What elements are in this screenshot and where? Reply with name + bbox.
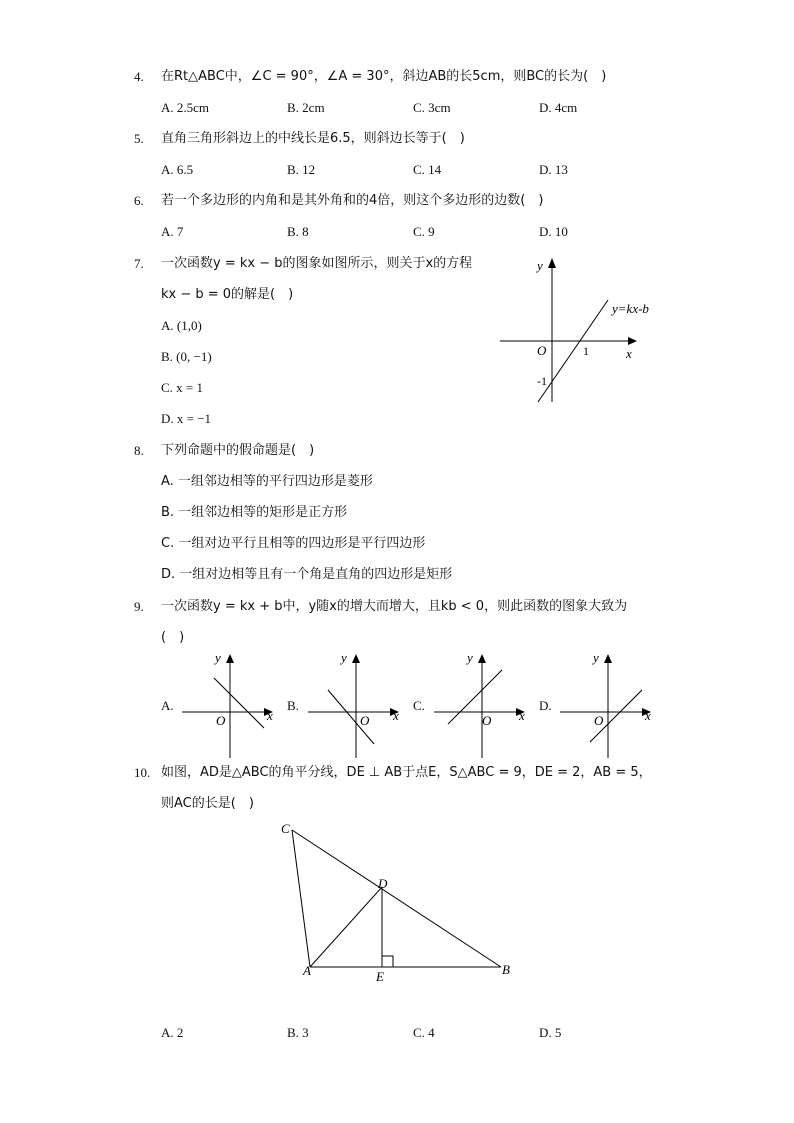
option-c[interactable]: C.	[413, 698, 425, 713]
option-b[interactable]: B. 2cm	[287, 100, 325, 115]
option-d-graph[interactable]	[556, 648, 661, 760]
origin-label: O	[537, 343, 547, 358]
y-axis-label: y	[341, 650, 347, 665]
x-axis-label: x	[267, 708, 273, 723]
origin-label: O	[360, 713, 370, 728]
question-stem-line-2: ( )	[161, 630, 185, 645]
question-number: 8.	[134, 443, 144, 458]
option-a[interactable]: A. 2.5cm	[161, 100, 210, 115]
x-axis-label: x	[393, 708, 399, 723]
option-b[interactable]: B.	[287, 698, 299, 713]
y-axis-arrow	[352, 654, 360, 663]
segment-cb	[292, 830, 501, 967]
y-axis-label: y	[537, 258, 543, 273]
option-d[interactable]: D. x = −1	[161, 411, 212, 426]
x-axis-label: x	[645, 708, 651, 723]
origin-label: O	[482, 713, 492, 728]
question-number: 5.	[134, 131, 144, 146]
option-b[interactable]: B. (0, −1)	[161, 349, 212, 364]
option-b[interactable]: B. 12	[287, 162, 316, 177]
question-number: 9.	[134, 599, 144, 614]
y-axis-label: y	[215, 650, 221, 665]
question-number: 6.	[134, 193, 144, 208]
question-stem: 在Rt△ABC中，∠C = 90°，∠A = 30°，斜边AB的长5cm，则BC的长为( )	[161, 69, 607, 84]
option-c[interactable]: C. 一组对边平行且相等的四边形是平行四边形	[161, 536, 426, 551]
option-c[interactable]: C. 14	[413, 162, 442, 177]
x-axis-label: x	[519, 708, 525, 723]
option-a[interactable]: A. 2	[161, 1025, 184, 1040]
option-c[interactable]: C. 4	[413, 1025, 435, 1040]
option-d[interactable]: D.	[539, 698, 552, 713]
y-axis-arrow	[604, 654, 612, 663]
segment-ad	[310, 887, 382, 967]
question-stem-line-2: 则AC的长是( )	[161, 796, 254, 811]
question-number: 10.	[134, 765, 151, 780]
question-stem: 直角三角形斜边上的中线长是6.5，则斜边长等于( )	[161, 131, 465, 146]
question-stem-line-1: 一次函数y = kx + b中，y随x的增大而增大，且kb < 0，则此函数的图象大致为	[161, 599, 628, 614]
triangle-figure	[270, 815, 520, 990]
x-tick-label: 1	[583, 344, 589, 358]
option-c[interactable]: C. 9	[413, 224, 435, 239]
y-axis-arrow	[478, 654, 486, 663]
label-b: B	[502, 962, 510, 977]
function-line	[448, 670, 502, 724]
option-d[interactable]: D. 10	[539, 224, 568, 239]
option-b[interactable]: B. 3	[287, 1025, 309, 1040]
x-axis-arrow	[628, 337, 637, 345]
origin-label: O	[594, 713, 604, 728]
question-stem: 若一个多边形的内角和是其外角和的4倍，则这个多边形的边数( )	[161, 193, 544, 208]
option-d[interactable]: D. 一组对边相等且有一个角是直角的四边形是矩形	[161, 567, 453, 582]
question-number: 7.	[134, 256, 144, 271]
option-a[interactable]: A. 7	[161, 224, 184, 239]
option-d[interactable]: D. 13	[539, 162, 568, 177]
question-number: 4.	[134, 69, 144, 84]
label-a: A	[303, 963, 311, 978]
linear-function-graph	[495, 252, 675, 407]
y-axis-label: y	[467, 650, 473, 665]
y-axis-arrow	[226, 654, 234, 663]
segment-ca	[292, 830, 310, 967]
option-a[interactable]: A. 一组邻边相等的平行四边形是菱形	[161, 474, 373, 489]
question-stem-line-2: kx − b = 0的解是( )	[161, 287, 294, 302]
option-b[interactable]: B. 8	[287, 224, 309, 239]
y-tick-label: -1	[537, 374, 547, 388]
option-a[interactable]: A. 6.5	[161, 162, 194, 177]
right-angle-mark	[382, 956, 393, 967]
y-axis-arrow	[548, 258, 556, 268]
function-line	[538, 300, 608, 402]
x-axis-label: x	[626, 346, 632, 361]
label-c: C	[281, 821, 290, 836]
option-d[interactable]: D. 5	[539, 1025, 562, 1040]
question-stem-line-1: 如图，AD是△ABC的角平分线，DE ⊥ AB于点E，S△ABC = 9，DE = 2，AB = 5，	[161, 765, 652, 780]
y-axis-label: y	[593, 650, 599, 665]
option-d[interactable]: D. 4cm	[539, 100, 578, 115]
option-a[interactable]: A.	[161, 698, 174, 713]
origin-label: O	[216, 713, 226, 728]
line-equation-label: y=kx-b	[612, 301, 649, 316]
option-c[interactable]: C. x = 1	[161, 380, 204, 395]
label-e: E	[376, 969, 384, 984]
option-b-graph[interactable]	[304, 648, 409, 760]
option-c-graph[interactable]	[430, 648, 535, 760]
label-d: D	[378, 876, 388, 891]
option-c[interactable]: C. 3cm	[413, 100, 451, 115]
question-stem: 下列命题中的假命题是( )	[161, 443, 315, 458]
option-a[interactable]: A. (1,0)	[161, 318, 202, 333]
question-stem-line-1: 一次函数y = kx − b的图象如图所示，则关于x的方程	[161, 256, 473, 271]
option-b[interactable]: B. 一组邻边相等的矩形是正方形	[161, 505, 348, 520]
option-a-graph[interactable]	[178, 648, 283, 760]
